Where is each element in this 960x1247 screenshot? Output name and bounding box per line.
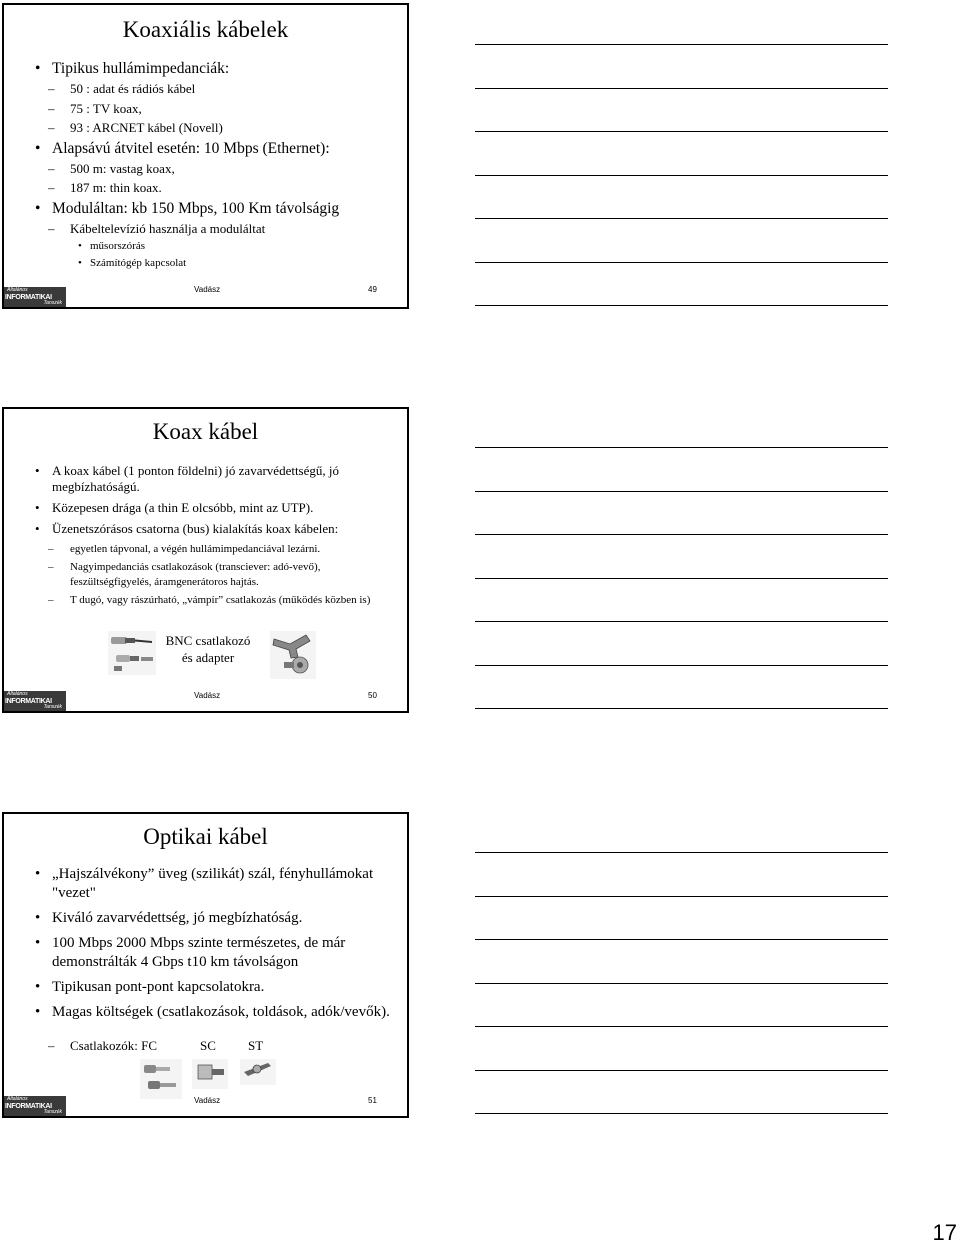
list-item: – T dugó, vagy rászúrható, „vámpír” csatlakozás (működés közben is) bbox=[4, 593, 401, 608]
bullet-list bbox=[4, 463, 401, 611]
caption-line: és adapter bbox=[181, 650, 235, 665]
slide-optikai-kabel bbox=[2, 812, 409, 1118]
fc-connector-photo bbox=[140, 1059, 182, 1099]
list-item: • Tipikusan pont-pont kapcsolatokra. bbox=[4, 978, 401, 997]
list-item: • Közepesen drága (a thin E olcsóbb, mint az UTP). bbox=[4, 500, 401, 516]
list-item: • Magas költségek (csatlakozások, toldások, adók/vevők). bbox=[4, 1003, 401, 1022]
bnc-connector-photo bbox=[108, 631, 156, 675]
list-item: – Nagyimpedanciás csatlakozások (transciever: adó-vevő), feszültségfigyelés, áramgenerátoros hajtás. bbox=[4, 560, 401, 590]
department-logo: Általános INFORMATIKAI Tanszék bbox=[4, 1096, 66, 1116]
list-item: • „Hajszálvékony” üveg (szilikát) szál, fényhullámokat "vezet" bbox=[4, 865, 401, 903]
connector-st-label: ST bbox=[248, 1038, 264, 1053]
list-item: • A koax kábel (1 ponton földelni) jó zavarvédettségű, jó megbízhatóságú. bbox=[4, 463, 401, 495]
slide-title: Koaxiális kábelek bbox=[122, 17, 289, 42]
list-item: • Kiváló zavarvédettség, jó megbízhatóság. bbox=[4, 909, 401, 928]
connectors-label: Csatlakozók: FC bbox=[70, 1038, 158, 1053]
list-item: • Tipikus hullámimpedanciák: bbox=[4, 59, 401, 79]
list-item: – 93 : ARCNET kábel (Novell) bbox=[4, 118, 401, 138]
footer-page-number: 49 bbox=[368, 285, 377, 294]
footer-page-number: 50 bbox=[368, 691, 377, 700]
footer-author: Vadász bbox=[194, 691, 221, 700]
list-item: • 100 Mbps 2000 Mbps szinte természetes, de már demonstrálták 4 Gbps t10 km távolságon bbox=[4, 934, 401, 972]
footer-page-number: 51 bbox=[368, 1096, 377, 1105]
footer-author: Vadász bbox=[194, 285, 221, 294]
bullet-list bbox=[4, 865, 401, 1028]
list-item: • Üzenetszórásos csatorna (bus) kialakítás koax kábelen: bbox=[4, 521, 401, 537]
list-item: – 75 : TV koax, bbox=[4, 99, 401, 119]
list-item: – 500 m: vastag koax, bbox=[4, 159, 401, 179]
list-item: • Alapsávú átvitel esetén: 10 Mbps (Ethernet): bbox=[4, 138, 401, 159]
caption-line: BNC csatlakozó bbox=[165, 633, 251, 648]
list-item: • Számítógép kapcsolat bbox=[4, 255, 401, 272]
list-item: – Kábeltelevízió használja a moduláltat bbox=[4, 219, 401, 239]
department-logo: Általános INFORMATIKAI Tanszék bbox=[4, 287, 66, 307]
department-logo: Általános INFORMATIKAI Tanszék bbox=[4, 691, 66, 711]
st-connector-photo bbox=[240, 1059, 276, 1085]
connectors-row: – Csatlakozók: FC SC ST bbox=[48, 1038, 264, 1053]
slide-koaxialis-kabelek bbox=[2, 3, 409, 309]
list-item: – 187 m: thin koax. bbox=[4, 178, 401, 198]
slide-koax-kabel bbox=[2, 407, 409, 713]
notes-lines-slide-49 bbox=[475, 44, 888, 306]
list-item: – egyetlen tápvonal, a végén hullámimpedanciával lezárni. bbox=[4, 542, 401, 557]
bullet-list bbox=[4, 59, 401, 272]
footer-author: Vadász bbox=[194, 1096, 221, 1105]
bnc-adapter-photo bbox=[270, 631, 316, 679]
list-item: – 50 : adat és rádiós kábel bbox=[4, 79, 401, 99]
figure-caption bbox=[156, 632, 260, 666]
list-item: • Moduláltan: kb 150 Mbps, 100 Km távolságig bbox=[4, 198, 401, 219]
notes-lines-slide-51 bbox=[475, 852, 888, 1114]
page-number: 17 bbox=[932, 1220, 957, 1245]
connector-sc-label: SC bbox=[200, 1038, 216, 1053]
slide-title: Optikai kábel bbox=[143, 824, 268, 849]
slide-title: Koax kábel bbox=[152, 419, 259, 444]
sc-connector-photo bbox=[192, 1059, 228, 1089]
notes-lines-slide-50 bbox=[475, 447, 888, 709]
list-item: • műsorszórás bbox=[4, 238, 401, 255]
